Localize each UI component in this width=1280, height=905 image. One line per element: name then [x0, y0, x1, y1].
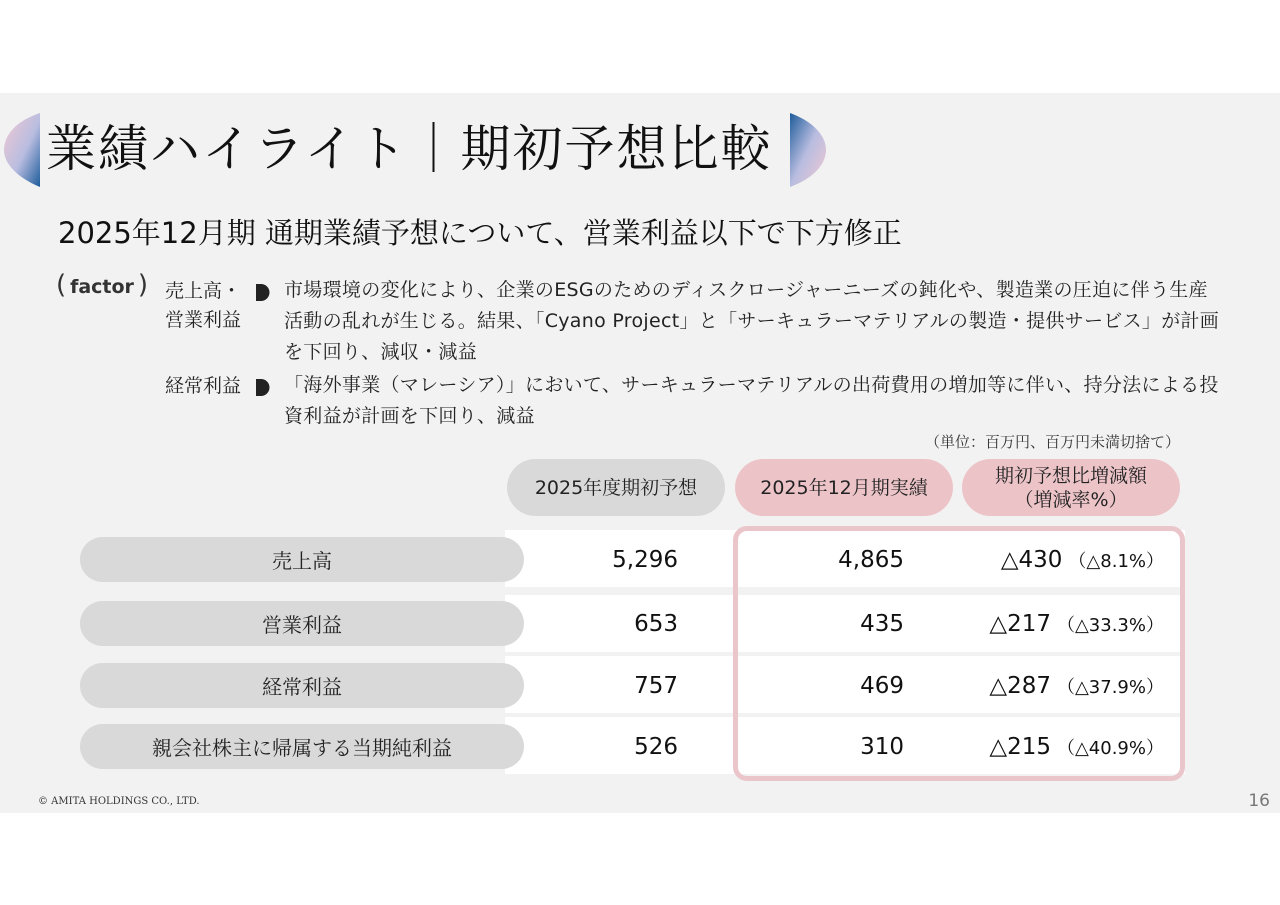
row-label-sales: 売上高: [80, 537, 524, 582]
cell-forecast-operating-income: 653: [634, 610, 678, 637]
row-label-net-income: 親会社株主に帰属する当期純利益: [80, 724, 524, 769]
page-subtitle: 2025年12月期 通期業績予想について、営業利益以下で下方修正: [58, 216, 902, 250]
right-paren: ): [137, 270, 148, 300]
factor-label-sales-operating: 売上高・ 営業利益: [165, 280, 242, 331]
title-accent-right: [790, 113, 828, 187]
cell-actual-operating-income: 435: [860, 610, 904, 637]
diff-rate: （△8.1%）: [1068, 550, 1164, 572]
cell-actual-ordinary-income: 469: [860, 672, 904, 699]
diff-amount: △430: [1000, 546, 1063, 573]
diff-rate: （△40.9%）: [1056, 737, 1164, 759]
cell-forecast-ordinary-income: 757: [634, 672, 678, 699]
left-paren: (: [56, 270, 67, 300]
factor-text-sales-operating: 市場環境の変化により、企業のESGのためのディスクロージャーニーズの鈍化や、製造業の圧迫に伴う生産活動の乱れが生じる。結果、「Cyano Project」と「サーキュラーマテリアルの製造・提供サービス」が計画を下回り、減収・減益: [284, 279, 1220, 363]
diff-rate: （△37.9%）: [1056, 676, 1164, 698]
half-circle-bullet-icon: [256, 284, 270, 301]
factor-badge-label: factor: [70, 276, 134, 298]
cell-actual-sales: 4,865: [838, 546, 904, 573]
diff-amount: △287: [989, 672, 1051, 699]
column-header-actual: 2025年12月期実績: [735, 459, 953, 516]
unit-note: （単位：百万円、百万円未満切捨て）: [924, 433, 1180, 451]
row-label-ordinary-income: 経常利益: [80, 663, 524, 708]
column-header-forecast: 2025年度期初予想: [507, 459, 725, 516]
diff-amount: △215: [989, 733, 1051, 760]
cell-forecast-net-income: 526: [634, 733, 678, 760]
diff-amount: △217: [989, 610, 1051, 637]
page-title: 業績ハイライト｜期初予想比較: [46, 120, 773, 178]
factor-text-ordinary: 「海外事業（マレーシア）」において、サーキュラーマテリアルの出荷費用の増加等に伴い、持分法による投資利益が計画を下回り、減益: [284, 374, 1219, 427]
column-header-difference: 期初予想比増減額 （増減率%）: [962, 459, 1180, 516]
factor-label-ordinary: 経常利益: [165, 375, 242, 397]
row-label-operating-income: 営業利益: [80, 601, 524, 646]
page-number: 16: [1248, 791, 1270, 811]
copyright: © AMITA HOLDINGS CO., LTD.: [38, 796, 200, 807]
half-circle-bullet-icon: [256, 379, 270, 396]
cell-forecast-sales: 5,296: [612, 546, 678, 573]
title-accent-left: [2, 113, 40, 187]
diff-rate: （△33.3%）: [1056, 614, 1164, 636]
cell-actual-net-income: 310: [860, 733, 904, 760]
actual-diff-highlight-frame: [733, 526, 1185, 781]
slide: [0, 93, 1280, 813]
factor-badge: [56, 271, 148, 303]
